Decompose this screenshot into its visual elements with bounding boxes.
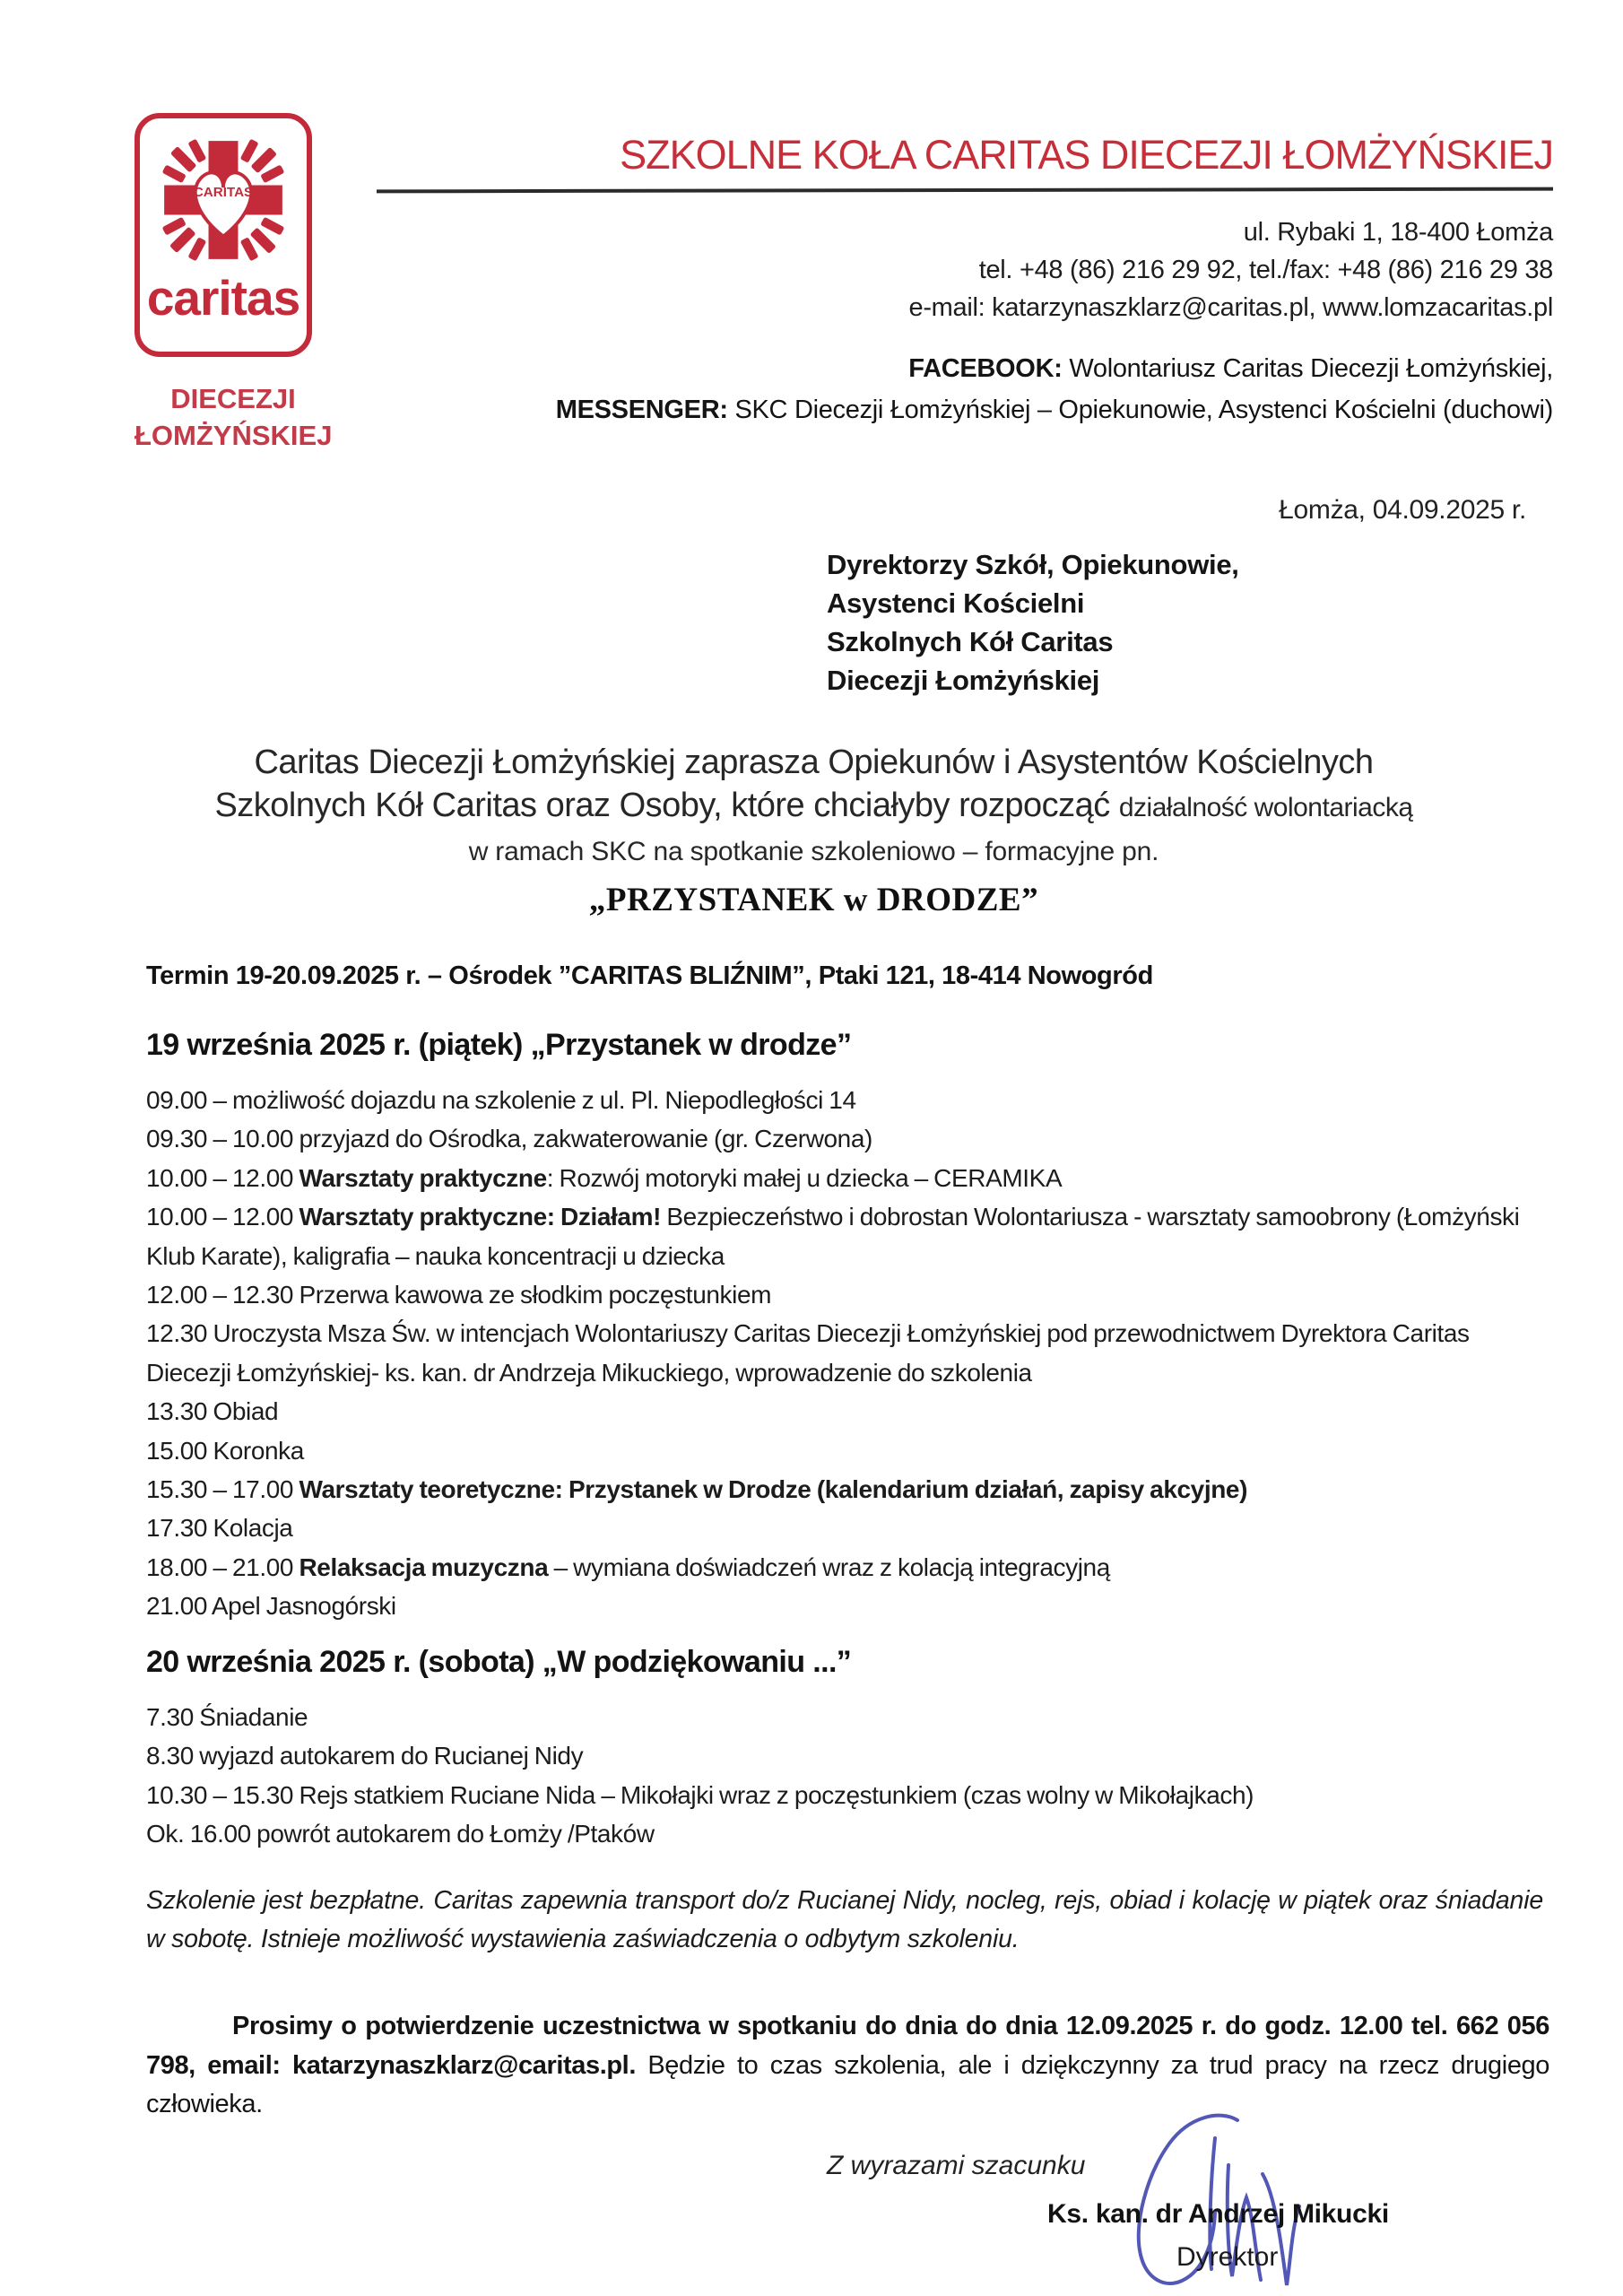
schedule-line: 09.00 – możliwość dojazdu na szkolenie z ul. Pl. Niepodległości 14 — [146, 1086, 856, 1114]
dateline: Łomża, 04.09.2025 r. — [1279, 495, 1526, 525]
contact-line: tel. +48 (86) 216 29 92, tel./fax: +48 (86) 216 29 38 — [978, 256, 1553, 284]
schedule-line: 10.30 – 15.30 Rejs statkiem Ruciane Nida – Mikołajki wraz z poczęstunkiem (czas wolny w Mikołajkach) — [146, 1780, 1254, 1809]
intro-line2-small: działalność wolontariacką — [1118, 793, 1413, 822]
messenger-line — [377, 389, 1553, 430]
schedule-line: 09.30 – 10.00 przyjazd do Ośrodka, zakwaterowanie (gr. Czerwona) — [146, 1125, 872, 1153]
day1-heading: 19 września 2025 r. (piątek) „Przystanek w drodze” — [146, 1028, 852, 1062]
day2-schedule — [146, 1698, 1556, 1854]
rsvp-paragraph — [146, 2007, 1549, 2125]
facebook-label: FACEBOOK: — [908, 354, 1063, 383]
signer-name: Ks. kan. dr Andrzej Mikucki — [1047, 2199, 1389, 2229]
caritas-logo-block — [135, 113, 332, 454]
intro-line3: w ramach SKC na spotkanie szkoleniowo – formacyjne pn. — [468, 837, 1159, 866]
diocese-line1: DIECEZJI — [170, 383, 296, 414]
schedule-line: 15.00 Koronka — [146, 1436, 304, 1465]
event-title: „PRZYSTANEK w DRODZE” — [588, 882, 1039, 918]
caritas-wordmark: caritas — [146, 270, 300, 326]
addressee-line: Asystenci Kościelni — [827, 587, 1085, 619]
facebook-line — [377, 348, 1553, 389]
signer-role: Dyrektor — [1176, 2242, 1279, 2272]
addressee-line: Dyrektorzy Szkół, Opiekunowie, — [827, 549, 1239, 580]
free-training-note: Szkolenie jest bezpłatne. Caritas zapewnia transport do/z Rucianej Nidy, nocleg, rejs, obiad i kolację w piątek oraz śniadanie w sobotę. Istnieje możliwość wystawienia zaświadczenia o odbytym szkoleniu. — [146, 1886, 1543, 1953]
diocese-name — [135, 380, 332, 454]
facebook-value: Wolontariusz Caritas Diecezji Łomżyńskiej, — [1062, 354, 1553, 383]
contact-line: ul. Rybaki 1, 18-400 Łomża — [1243, 218, 1553, 247]
letterhead — [377, 133, 1553, 430]
rsvp-normal: Będzie to czas szkolenia, ale i dziękczynny za trud pracy na rzecz drugiego człowieka. — [146, 2050, 1550, 2118]
day1-section — [146, 1028, 1556, 1626]
schedule-line: Ok. 16.00 powrót autokarem do Łomży /Ptaków — [146, 1820, 655, 1848]
caritas-cross-rays-heart-icon — [155, 129, 291, 271]
contact-line: e-mail: katarzynaszklarz@caritas.pl, www.lomzacaritas.pl — [908, 293, 1553, 322]
day2-section — [146, 1645, 1556, 1854]
schedule-line: 13.30 Obiad — [146, 1397, 279, 1426]
messenger-label: MESSENGER: — [555, 396, 728, 424]
day2-heading: 20 września 2025 r. (sobota) „W podziękowaniu ...” — [146, 1645, 852, 1679]
social-contacts — [377, 348, 1553, 430]
title-underline — [377, 187, 1553, 194]
rsvp-bold: Prosimy o potwierdzenie uczestnictwa w spotkaniu do dnia do dnia 12.09.2025 r. do godz. 12.00 tel. 662 056 798, email: katarzynaszklarz@caritas.pl. — [146, 2012, 1549, 2080]
invitation-intro — [85, 741, 1542, 923]
addressee-block — [827, 545, 1239, 700]
schedule-line: 21.00 Apel Jasnogórski — [146, 1592, 396, 1621]
caritas-heart-lettering: CARITAS — [193, 185, 254, 201]
schedule-line: 12.00 – 12.30 Przerwa kawowa ze słodkim poczęstunkiem — [146, 1281, 772, 1309]
messenger-value: SKC Diecezji Łomżyńskiej – Opiekunowie, Asystenci Kościelni (duchowi) — [727, 396, 1553, 424]
intro-line2 — [85, 784, 1542, 830]
intro-line1: Caritas Diecezji Łomżyńskiej zaprasza Opiekunów i Asystentów Kościelnych — [254, 744, 1374, 781]
schedule-line: 8.30 wyjazd autokarem do Rucianej Nidy — [146, 1742, 584, 1770]
schedule-line: 15.30 – 17.00 Warsztaty teoretyczne: Przystanek w Drodze (kalendarium działań, zapisy akcyjne) — [146, 1475, 1248, 1504]
intro-line2-large: Szkolnych Kół Caritas oraz Osoby, które chciałyby rozpocząć — [214, 787, 1119, 824]
caritas-logo-box — [135, 113, 312, 357]
day1-schedule — [146, 1081, 1556, 1626]
schedule-line: 17.30 Kolacja — [146, 1514, 293, 1543]
addressee-line: Diecezji Łomżyńskiej — [827, 665, 1100, 696]
schedule-line: 10.00 – 12.00 Warsztaty praktyczne: Działam! Bezpieczeństwo i dobrostan Wolontariusza - warsztaty samoobrony (Łomżyński Klub Karate), kaligrafia – nauka koncentracji u dziecka — [146, 1203, 1520, 1270]
schedule-line: 12.30 Uroczysta Msza Św. w intencjach Wolontariuszy Caritas Diecezji Łomżyńskiej pod przewodnictwem Dyrektora Caritas Diecezji Łomżyńskiej- ks. kan. dr Andrzeja Mikuckiego, wprowadzenie do szkolenia — [146, 1319, 1470, 1387]
termin-line: Termin 19-20.09.2025 r. – Ośrodek ”CARITAS BLIŹNIM”, Ptaki 121, 18-414 Nowogród — [146, 961, 1153, 990]
schedule-line: 7.30 Śniadanie — [146, 1703, 308, 1731]
schedule-line: 10.00 – 12.00 Warsztaty praktyczne: Rozwój motoryki małej u dziecka – CERAMIKA — [146, 1163, 1063, 1192]
contact-address — [377, 213, 1553, 326]
letterhead-title: SZKOLNE KOŁA CARITAS DIECEZJI ŁOMŻYŃSKIEJ — [620, 132, 1553, 178]
closing-salutation: Z wyrazami szacunku — [827, 2151, 1086, 2180]
schedule-line: 18.00 – 21.00 Relaksacja muzyczna – wymiana doświadczeń wraz z kolacją integracyjną — [146, 1552, 1110, 1581]
addressee-line: Szkolnych Kół Caritas — [827, 626, 1114, 657]
diocese-line2: ŁOMŻYŃSKIEJ — [135, 420, 333, 451]
